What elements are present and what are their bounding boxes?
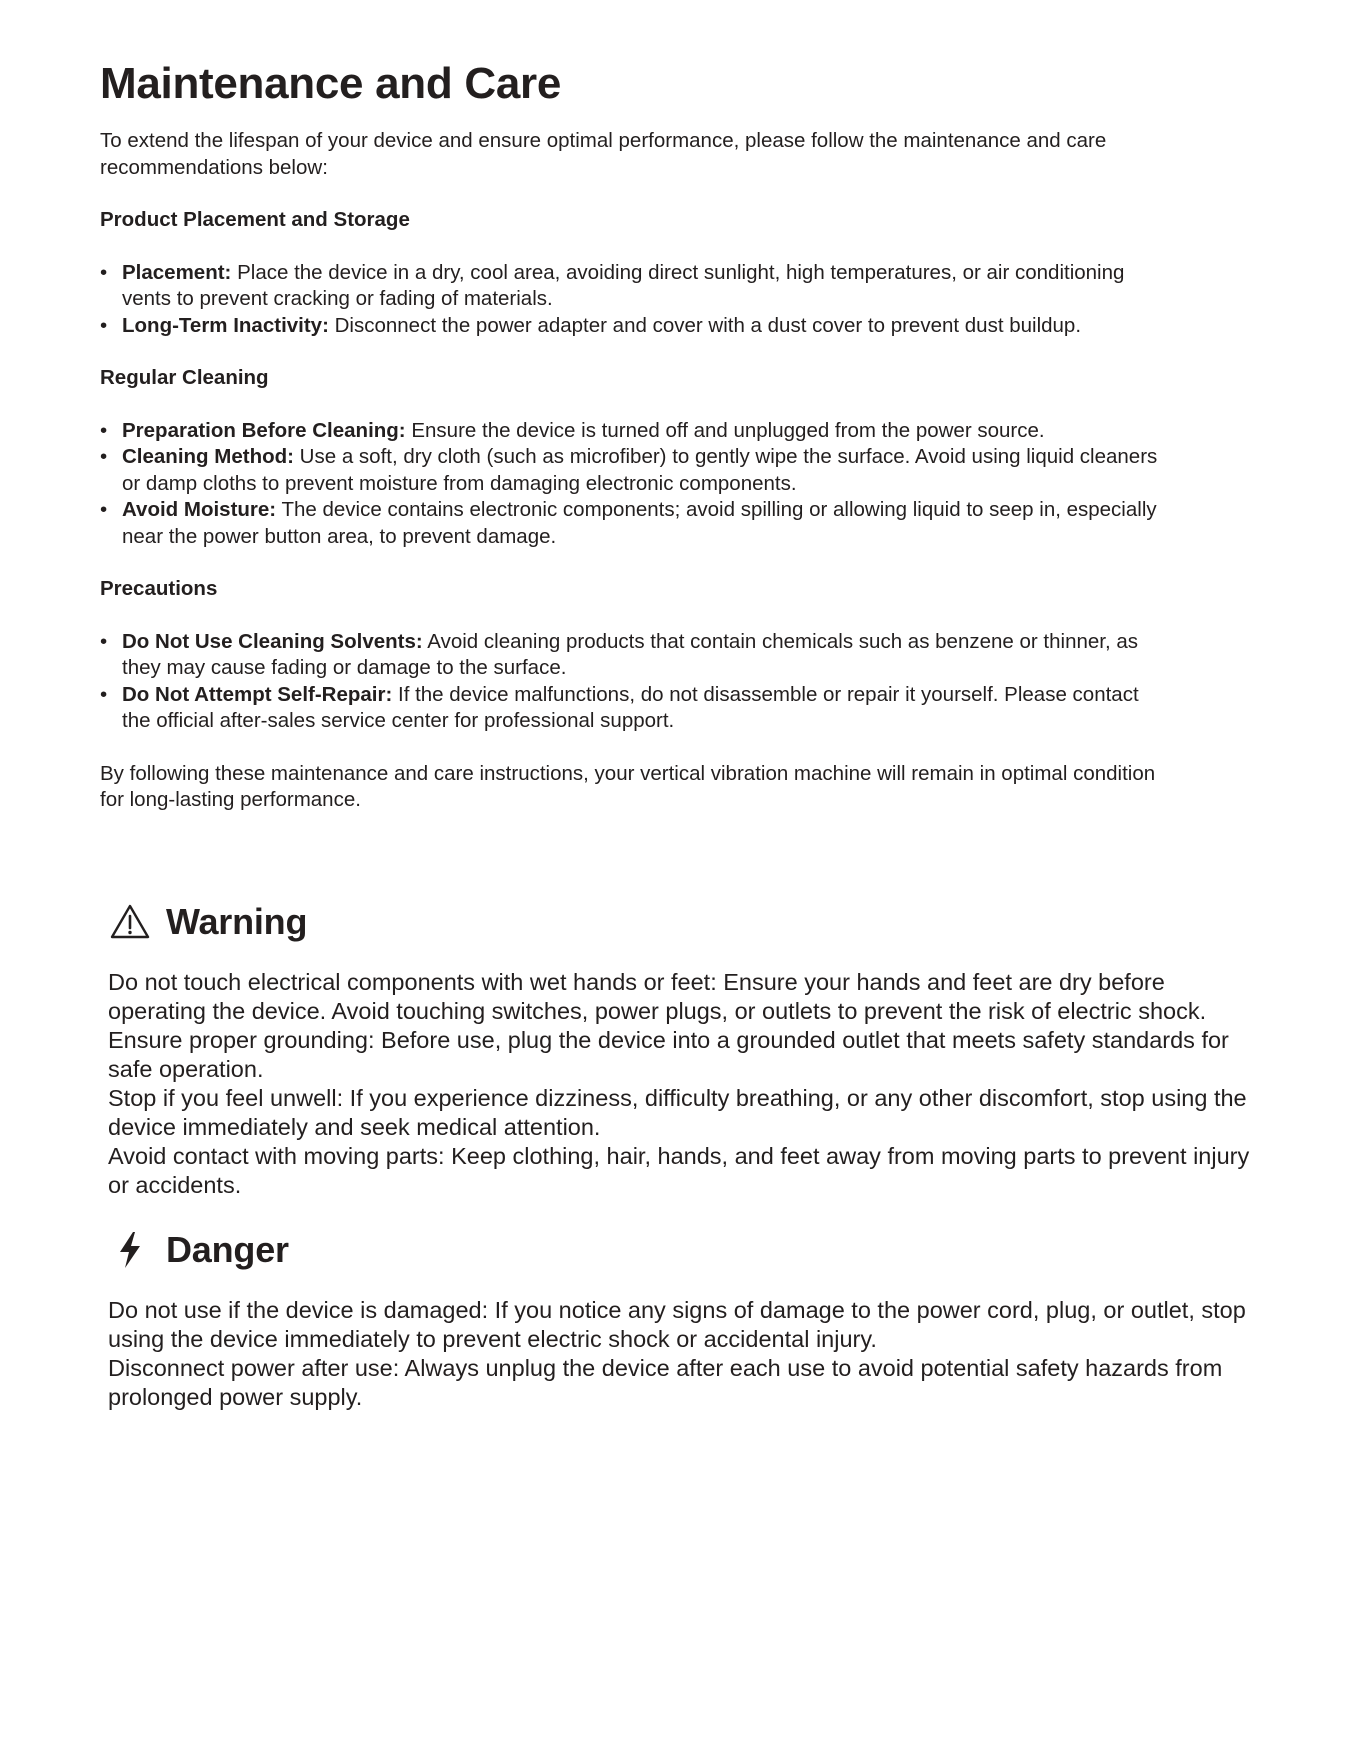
item-text: Ensure the device is turned off and unplugged from the power source. [411,418,1045,442]
page-title: Maintenance and Care [100,59,562,108]
danger-header [108,1226,1268,1274]
list-item [100,444,1165,497]
bullet-icon: • [100,260,108,284]
closing-paragraph: By following these maintenance and care instructions, your vertical vibration machine will remain in optimal condition for long-lasting performance. [100,761,1156,811]
warning-paragraph: Do not touch electrical components with wet hands or feet: Ensure your hands and feet are dry before operating the device. Avoid touching switches, power plugs, or outlets to prevent the risk of electric shock. [108,969,1207,1024]
intro-paragraph: To extend the lifespan of your device and ensure optimal performance, please follow the maintenance and care recommendations below: [100,129,1107,179]
item-text: The device contains electronic components; avoid spilling or allowing liquid to seep in, especially near the power button area, to prevent damage. [122,498,1157,548]
list-item [100,682,1165,735]
warning-paragraph: Avoid contact with moving parts: Keep clothing, hair, hands, and feet away from moving parts to prevent injury or accidents. [108,1143,1250,1198]
list-item [100,260,1165,313]
item-text: Disconnect the power adapter and cover with a dust cover to prevent dust buildup. [334,313,1082,337]
section-heading-cleaning: Regular Cleaning [100,366,269,389]
item-text: Avoid cleaning products that contain chemicals such as benzene or thinner, as they may cause fading or damage to the surface. [122,629,1139,679]
item-text: If the device malfunctions, do not disassemble or repair it yourself. Please contact the official after-sales service center for professional support. [122,682,1139,732]
item-label: Do Not Use Cleaning Solvents: [122,629,423,653]
danger-paragraph: Disconnect power after use: Always unplug the device after each use to avoid potential safety hazards from prolonged power supply. [108,1355,1223,1410]
warning-paragraph: Stop if you feel unwell: If you experience dizziness, difficulty breathing, or any other discomfort, stop using the device immediately and seek medical attention. [108,1085,1247,1140]
lightning-bolt-icon [108,1228,152,1272]
item-text: Place the device in a dry, cool area, avoiding direct sunlight, high temperatures, or air conditioning vents to prevent cracking or fading of materials. [122,260,1125,310]
section-heading-placement: Product Placement and Storage [100,208,410,231]
warning-section [108,898,1268,1200]
placement-list [100,260,1165,340]
section-heading-precautions: Precautions [100,577,218,600]
danger-title: Danger [166,1229,289,1270]
item-label: Long-Term Inactivity: [122,313,329,337]
item-label: Preparation Before Cleaning: [122,418,406,442]
bullet-icon: • [100,629,108,653]
list-item [100,497,1165,550]
item-label: Cleaning Method: [122,445,294,468]
warning-paragraph: Ensure proper grounding: Before use, plug the device into a grounded outlet that meets safety standards for safe operation. [108,1027,1229,1082]
bullet-icon: • [100,682,108,706]
item-text: Use a soft, dry cloth (such as microfiber) to gently wipe the surface. Avoid using liquid cleaners or damp cloths to prevent moisture from damaging electronic components. [122,445,1158,495]
list-item [100,629,1165,682]
item-label: Avoid Moisture: [122,498,277,521]
list-item [100,313,1165,340]
cleaning-list [100,418,1165,551]
item-label: Do Not Attempt Self-Repair: [122,682,393,706]
bullet-icon: • [100,445,108,468]
danger-body [108,1296,1268,1412]
item-label: Placement: [122,260,232,284]
maintenance-section [100,56,1165,814]
warning-triangle-icon [108,900,152,944]
warning-body [108,968,1268,1200]
warning-title: Warning [166,901,308,942]
precautions-list [100,629,1165,735]
bullet-icon: • [100,498,108,521]
danger-paragraph: Do not use if the device is damaged: If you notice any signs of damage to the power cord, plug, or outlet, stop using the device immediately to prevent electric shock or accidental injury. [108,1297,1246,1352]
warning-header [108,898,1268,946]
bullet-icon: • [100,418,108,442]
bullet-icon: • [100,313,108,337]
list-item [100,418,1165,445]
danger-section [108,1226,1268,1412]
